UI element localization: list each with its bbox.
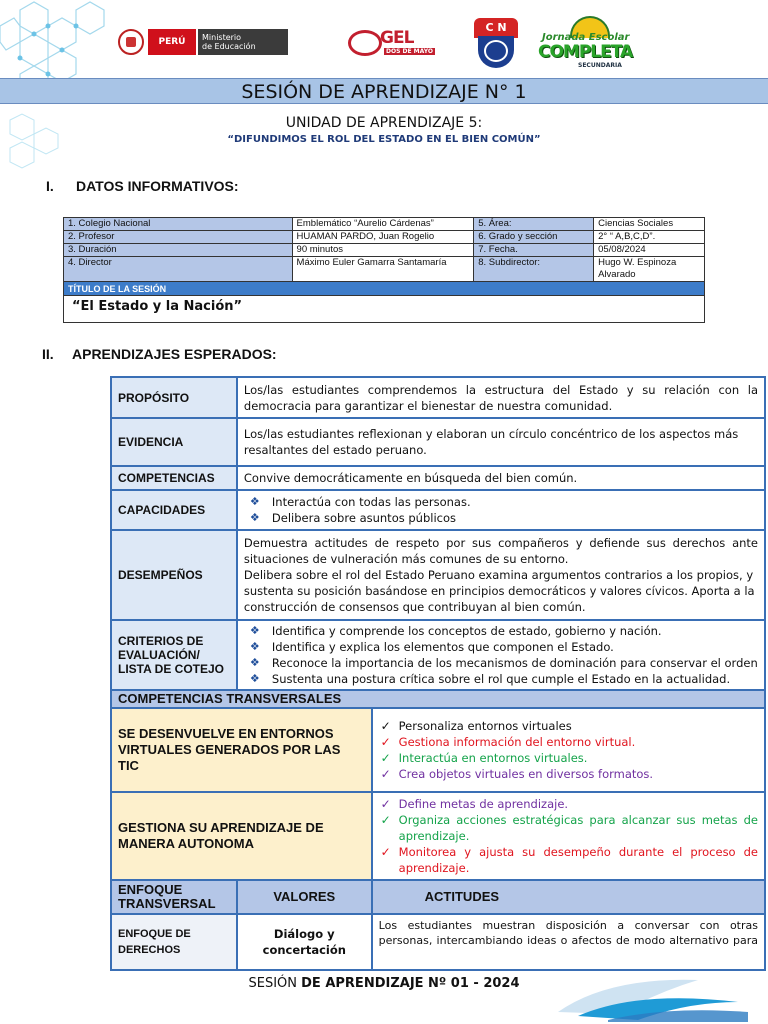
logos-row: [0, 14, 768, 74]
diamond-bullet-icon: ❖: [249, 640, 260, 653]
proposito-value: Los/las estudiantes comprendemos la estructura del Estado y su relación con la democracia para garantizar el bienestar de nuestra comunidad.: [237, 377, 765, 418]
diamond-bullet-icon: ❖: [249, 672, 260, 685]
list-item: ❖ Identifica y explica los elementos que componen el Estado.: [249, 640, 614, 654]
titulo-sesion-value: “El Estado y la Nación”: [64, 296, 705, 323]
list-item: ✓ Gestiona información del entorno virtual.: [380, 735, 636, 749]
proposito-label: PROPÓSITO: [111, 377, 237, 418]
table-row: [111, 914, 765, 970]
peru-label: PERÚ: [148, 29, 196, 55]
desempenos-label: DESEMPEÑOS: [111, 530, 237, 620]
enfoque-derechos: ENFOQUE DE DERECHOS: [111, 914, 237, 970]
criterios-label: CRITERIOS DE EVALUACIÓN/ LISTA DE COTEJO: [111, 620, 237, 690]
actitudes-header: ACTITUDES: [372, 880, 765, 914]
list-item: ❖ Sustenta una postura crítica sobre el rol que cumple el Estado en la actualidad.: [249, 672, 731, 686]
diamond-bullet-icon: ❖: [249, 495, 260, 508]
table-row: [111, 418, 765, 466]
tic-label: SE DESENVUELVE EN ENTORNOS VIRTUALES GENERADOS POR LAS TIC: [111, 708, 372, 792]
capacidades-list: [237, 490, 765, 530]
list-item: ✓ Monitorea y ajusta su desempeño durante el proceso de aprendizaje.: [380, 845, 758, 875]
list-item: ❖ Identifica y comprende los conceptos de estado, gobierno y nación.: [249, 624, 662, 638]
check-icon: ✓: [380, 719, 391, 733]
ministerio-label: Ministerio de Educación: [196, 29, 288, 55]
ugel-circle-icon: [348, 30, 382, 56]
list-item: ❖ Interactúa con todas las personas.: [249, 495, 471, 509]
wave-decoration: [548, 972, 748, 1022]
table-row: [111, 792, 765, 880]
desempenos-value: Demuestra actitudes de respeto por sus compañeros y defiende sus derechos ante situaciones de vulneración más comunes de su entorno. Delibera sobre el rol del Estado Peruano examina argumentos contrarios a los propios, y sustenta su posición basándose en principios democráticos y valores cívicos. Aporta a la construcción de consensos que contribuyan al bien común.: [237, 530, 765, 620]
tic-list: [372, 708, 765, 792]
gestiona-list: [372, 792, 765, 880]
table-row: 1. Colegio Nacional Emblemático “Aurelio Cárdenas” 5. Área: Ciencias Sociales: [64, 218, 705, 231]
check-icon: ✓: [380, 813, 391, 827]
check-icon: ✓: [380, 735, 391, 749]
page-title: SESIÓN DE APRENDIZAJE N° 1: [0, 78, 768, 104]
valor-dialogo: Diálogo y concertación: [237, 914, 372, 970]
check-icon: ✓: [380, 797, 391, 811]
table-row: 3. Duración 90 minutos 7. Fecha. 05/08/2024: [64, 244, 705, 257]
school-crest-logo: C N: [474, 18, 518, 68]
section-heading-datos: I. DATOS INFORMATIVOS:: [46, 178, 239, 194]
list-item: ✓ Define metas de aprendizaje.: [380, 797, 569, 811]
unit-title: UNIDAD DE APRENDIZAJE 5:: [285, 115, 483, 131]
peru-shield-icon: [118, 29, 144, 55]
competencias-value: Convive democráticamente en búsqueda del bien común.: [237, 466, 765, 490]
list-item: ✓ Interactúa en entornos virtuales.: [380, 751, 588, 765]
list-item: ✓ Personaliza entornos virtuales: [380, 719, 572, 733]
criterios-list: [237, 620, 765, 690]
table-row: [111, 377, 765, 418]
section-heading-aprendizajes: II. APRENDIZAJES ESPERADOS:: [42, 346, 277, 362]
enfoque-header: ENFOQUE TRANSVERSAL: [111, 880, 237, 914]
table-row: [111, 880, 765, 914]
list-item: ❖ Reconoce la importancia de los mecanismos de dominación para conservar el orden: [249, 656, 758, 670]
table-row: [111, 620, 765, 690]
table-row: [111, 690, 765, 708]
unit-name: “DIFUNDIMOS EL ROL DEL ESTADO EN EL BIEN COMÚN”: [227, 134, 541, 145]
check-icon: ✓: [380, 845, 391, 859]
competencias-label: COMPETENCIAS: [111, 466, 237, 490]
gestiona-label: GESTIONA SU APRENDIZAJE DE MANERA AUTONOMA: [111, 792, 372, 880]
aprendizajes-table: [110, 376, 766, 971]
table-row: [111, 466, 765, 490]
list-item: ✓ Organiza acciones estratégicas para alcanzar sus metas de aprendizaje.: [380, 813, 758, 843]
table-row: 2. Profesor HUAMAN PARDO, Juan Rogelio 6. Grado y sección 2° “ A,B,C,D”.: [64, 231, 705, 244]
diamond-bullet-icon: ❖: [249, 511, 260, 524]
diamond-bullet-icon: ❖: [249, 624, 260, 637]
check-icon: ✓: [380, 751, 391, 765]
actitud-value: Los estudiantes muestran disposición a conversar con otras personas, intercambiando ideas o afectos de modo alternativo para: [372, 914, 765, 970]
datos-informativos-table: [63, 217, 705, 323]
jec-logo: Jornada Escolar COMPLETA SECUNDARIA: [538, 16, 648, 72]
competencias-transversales-header: COMPETENCIAS TRANSVERSALES: [111, 690, 765, 708]
list-item: ✓ Crea objetos virtuales en diversos formatos.: [380, 767, 654, 781]
valores-header: VALORES: [237, 880, 372, 914]
check-icon: ✓: [380, 767, 391, 781]
table-row: [111, 530, 765, 620]
list-item: ❖ Delibera sobre asuntos públicos: [249, 511, 457, 525]
evidencia-label: EVIDENCIA: [111, 418, 237, 466]
diamond-bullet-icon: ❖: [249, 656, 260, 669]
table-row: [111, 708, 765, 792]
evidencia-value: Los/las estudiantes reflexionan y elaboran un círculo concéntrico de los aspectos más resaltantes del estado peruano.: [237, 418, 765, 466]
table-row: 4. Director Máximo Euler Gamarra Santamaría 8. Subdirector: Hugo W. Espinoza Alvarado: [64, 257, 705, 282]
table-row: [111, 490, 765, 530]
table-row: [64, 282, 705, 296]
minedu-logo: [118, 28, 318, 56]
ugel-logo: GEL DOS DE MAYO: [348, 28, 444, 58]
table-row: [64, 296, 705, 323]
titulo-sesion-label: TÍTULO DE LA SESIÓN: [64, 282, 705, 296]
capacidades-label: CAPACIDADES: [111, 490, 237, 530]
page-footer: SESIÓN DE APRENDIZAJE Nº 01 - 2024: [248, 976, 520, 991]
